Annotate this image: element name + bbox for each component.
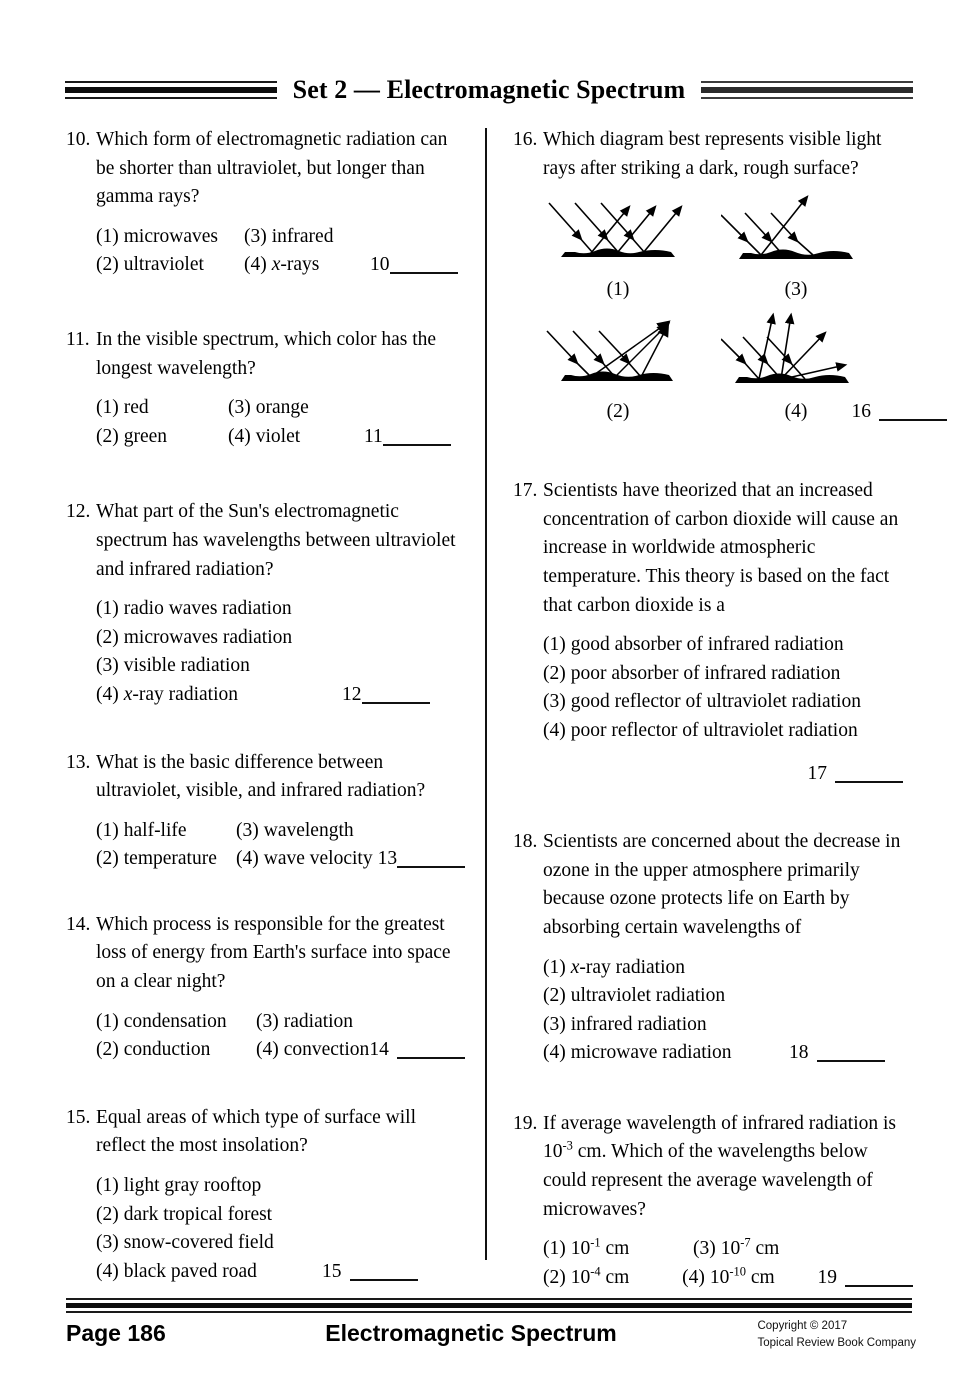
specular-reflection-icon [543,191,693,277]
left-column [66,126,466,1286]
footer-title: Electromagnetic Spectrum [325,1320,617,1346]
blank-line[interactable] [817,1060,885,1062]
choice-option[interactable]: (1) radio waves radiation [96,598,292,620]
question-number: 13. [66,751,91,773]
choice-option[interactable]: (2) green [96,425,168,447]
rule-line [65,81,277,83]
question-number: 11. [66,328,90,350]
question-15 [66,1104,466,1287]
blank-line[interactable] [397,866,465,868]
choice-option[interactable]: (3) orange [228,397,309,419]
header-rule-left [65,81,277,99]
blank-line[interactable] [845,1285,913,1287]
choice-option[interactable]: (2) dark tropical forest [96,1203,273,1225]
question-number: 14. [66,913,91,935]
question-stem: If average wavelength of infrared radiation is $10^{-3}$ cm. Which of the wavelengths below could represent the average wavelength of microwaves? [543,1112,896,1220]
answer-blank[interactable]: 13 [378,845,466,874]
choice-option[interactable]: (4) convection [256,1039,370,1061]
question-stem: What is the basic difference between ultraviolet, visible, and infrared radiation? [96,751,426,802]
choice-option[interactable]: (4) microwave radiation [543,1042,732,1064]
exponent: -10 [729,1264,746,1279]
exponent: -3 [562,1138,573,1153]
answer-blank[interactable]: 17 [808,760,904,789]
rule-line [66,1311,912,1313]
single-ray-reflection-icon [721,191,871,277]
choice-option[interactable]: (4) poor reflector of ultraviolet radiation [543,719,858,741]
blank-line[interactable] [362,702,430,704]
answer-blank[interactable]: 19 [818,1264,914,1293]
answer-blank[interactable]: 14 [369,1036,465,1065]
question-16 [513,126,913,425]
choice-option[interactable]: (2) conduction [96,1039,211,1061]
choice-row [96,251,466,280]
choice-row [96,1229,466,1258]
choice-row [96,423,466,452]
choice-row [543,688,913,717]
choice-list [96,394,466,451]
choice-option[interactable]: (1) red [96,397,149,419]
diagram-option-4[interactable] [721,309,871,425]
choice-list [543,954,913,1068]
choice-row [543,717,913,746]
choice-option[interactable]: (2) microwaves radiation [96,626,293,648]
choice-option[interactable]: (4) wave velocity [236,848,373,870]
answer-blank[interactable]: 12 [342,681,430,710]
page-title: Set 2 — Electromagnetic Spectrum [292,75,686,104]
choice-option[interactable]: (2) ultraviolet [96,254,204,276]
choice-option[interactable]: (3) good reflector of ultraviolet radiation [543,691,861,713]
diagram-option-1[interactable] [543,191,693,303]
choice-row [96,845,466,874]
diagram-label: (3) [784,279,808,301]
question-18 [513,828,913,1068]
question-stem: Which diagram best represents visible light rays after striking a dark, rough surface? [543,129,882,179]
choice-list [543,631,913,788]
rule-line [66,1298,912,1300]
choice-list [96,1172,466,1286]
question-stem: What part of the Sun's electromagnetic spectrum has wavelengths between ultraviolet and infrared radiation? [96,501,456,580]
question-stem: Equal areas of which type of surface will reflect the most insolation? [96,1106,416,1157]
question-number: 12. [66,501,91,523]
choice-row [96,1201,466,1230]
copyright-line-2: Topical Review Book Company [757,1337,916,1349]
choice-list [96,1008,466,1065]
choice-row [96,1036,466,1065]
choice-option[interactable]: (4) x-ray radiation [96,683,238,705]
question-number: 17. [513,480,538,502]
choice-option[interactable]: (1) $10^{-1}$ cm [543,1235,630,1260]
right-column [513,126,913,1292]
choice-option[interactable]: (2) temperature [96,848,217,870]
answer-blank[interactable]: 15 [322,1258,418,1287]
page-header [0,68,978,112]
copyright-notice [757,1318,916,1352]
choice-option[interactable]: (1) microwaves [96,225,218,247]
question-stem: Scientists are concerned about the decrease in ozone in the upper atmosphere primarily because ozone protects life on Earth by absorbing certain wavelengths of [543,831,901,938]
rule-line [701,81,913,83]
question-11 [66,326,466,451]
choice-list [96,595,466,709]
blank-line[interactable] [397,1057,465,1059]
choice-option[interactable]: (4) x-rays [244,254,320,276]
choice-option[interactable]: (2) $10^{-4}$ cm [543,1264,630,1288]
reflection-diagram-group [543,191,913,425]
choice-row [96,652,466,681]
diffuse-reflection-icon [721,309,871,399]
question-number: 16. [513,129,538,150]
exponent: -4 [590,1264,601,1279]
question-13 [66,749,466,874]
rule-line [701,87,913,93]
choice-row [543,631,913,660]
question-10 [66,126,466,280]
question-number: 15. [66,1106,91,1128]
choice-option[interactable]: (4) $10^{-10}$ cm [682,1264,775,1288]
choice-list [96,223,466,280]
choice-list [543,1235,913,1292]
question-19 [513,1110,913,1293]
footer-rule [66,1298,912,1313]
choice-row [543,954,913,983]
page-footer [66,1318,928,1368]
diagram-label: (4) [784,401,808,423]
answer-blank[interactable]: 18 [789,1039,885,1068]
question-stem: In the visible spectrum, which color has the longest wavelength? [96,328,437,379]
choice-option[interactable]: (3) $10^{-7}$ cm [693,1235,780,1260]
choice-row [96,681,466,710]
converging-reflection-icon [543,309,693,399]
header-rule-right [701,81,913,99]
copyright-line-1: Copyright © 2017 [757,1320,848,1332]
choice-option[interactable]: (4) violet [228,425,301,447]
choice-row [96,624,466,653]
choice-option[interactable]: (3) infrared radiation [543,1013,707,1035]
rule-line [701,97,913,99]
answer-blank[interactable]: 11 [364,423,451,452]
choice-option[interactable]: (3) infrared [244,225,334,247]
choice-row [96,1172,466,1201]
choice-row [96,595,466,624]
question-stem: Which form of electromagnetic radiation can be shorter than ultraviolet, but longer than gamma rays? [96,129,448,208]
choice-option[interactable]: (1) light gray rooftop [96,1175,262,1197]
exponent: -1 [590,1235,601,1250]
choice-row [96,394,466,423]
exponent: -7 [740,1235,751,1250]
choice-row [543,1011,913,1040]
blank-line[interactable] [835,781,903,783]
blank-line[interactable] [350,1279,418,1281]
choice-option[interactable]: (1) x-ray radiation [543,956,685,978]
choice-option[interactable]: (1) condensation [96,1010,227,1032]
page-number: Page 186 [66,1320,166,1346]
question-stem: Which process is responsible for the greatest loss of energy from Earth's surface into space on a clear night? [96,913,451,993]
rule-line [65,97,277,99]
choice-row [96,817,466,846]
choice-row [96,223,466,252]
blank-line[interactable] [390,272,458,274]
choice-list [96,817,466,874]
question-12 [66,498,466,709]
diagram-label: (1) [606,279,630,301]
question-number: 10. [66,129,91,150]
answer-blank[interactable]: 10 [370,251,458,280]
choice-row [543,1039,913,1068]
choice-option[interactable]: (3) snow-covered field [96,1232,274,1254]
choice-option[interactable]: (4) black paved road [96,1260,257,1282]
choice-option[interactable]: (1) half-life [96,819,187,841]
column-divider [485,128,487,1260]
choice-option[interactable]: (3) visible radiation [96,655,250,677]
choice-option[interactable]: (2) ultraviolet radiation [543,985,726,1007]
answer-blank[interactable]: 16 [852,401,948,423]
diagram-option-2[interactable] [543,309,693,425]
diagram-label: (2) [606,401,630,423]
diagram-option-3[interactable] [721,191,871,303]
choice-row [96,1008,466,1037]
choice-option[interactable]: (2) poor absorber of infrared radiation [543,662,841,684]
rule-line [65,87,277,93]
choice-row [96,1258,466,1287]
choice-option[interactable]: (3) radiation [256,1010,354,1032]
choice-row [543,982,913,1011]
question-number: 18. [513,831,538,853]
blank-line[interactable] [879,419,947,421]
choice-option[interactable]: (1) good absorber of infrared radiation [543,634,844,656]
question-number: 19. [513,1112,538,1134]
question-17 [513,477,913,788]
blank-line[interactable] [383,444,451,446]
choice-option[interactable]: (3) wavelength [236,819,354,841]
rule-line [66,1303,912,1308]
answer-row [543,760,913,789]
question-14 [66,911,466,1065]
choice-row [543,1235,913,1264]
choice-row [543,660,913,689]
choice-row [543,1264,913,1293]
question-stem: Scientists have theorized that an increased concentration of carbon dioxide will cause an increase in worldwide atmospheric temperature. This theory is based on the fact that carbon dioxide is a [543,480,899,616]
